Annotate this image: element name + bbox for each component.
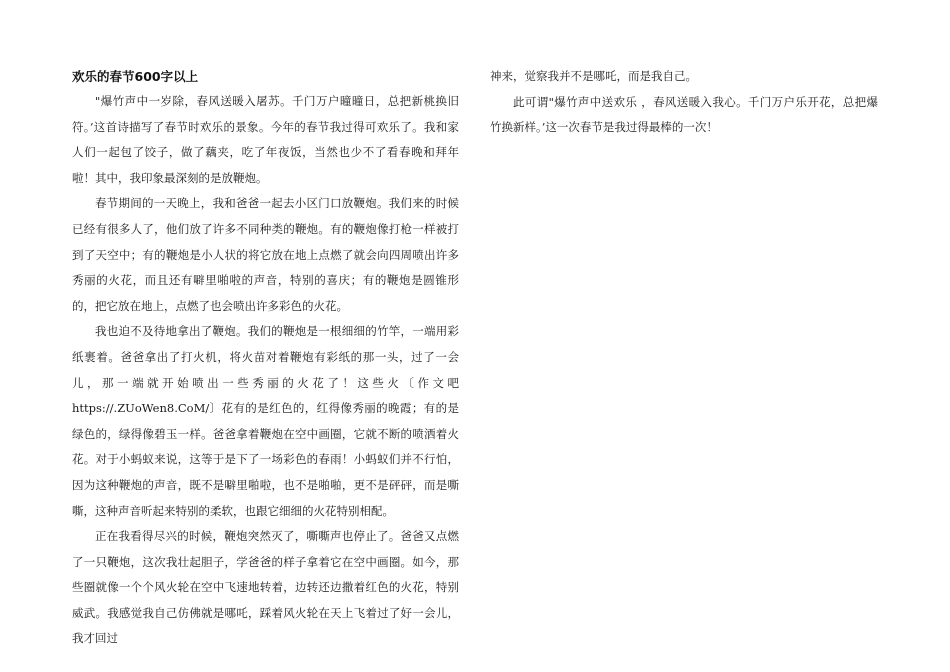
paragraph-1: "爆竹声中一岁除，春风送暖入屠苏。千门万户曈曈日，总把新桃换旧符。’这首诗描写了春节时欢乐的景象。今年的春节我过得可欢乐了。我和家人们一起包了饺子，做了藕夹，吃了年夜饭，当然也少不了看春晚和拜年啦！其中，我印象最深刻的是放鞭炮。 xyxy=(72,94,459,185)
paragraph-2: 春节期间的一天晚上，我和爸爸一起去小区门口放鞭炮。我们来的时候已经有很多人了，他们放了许多不同种类的鞭炮。有的鞭炮像打枪一样被打到了天空中；有的鞭炮是小人状的将它放在地上点燃了就会向四周喷出许多秀丽的火花，而且还有噼里啪啦的声音，特别的喜庆；有的鞭炮是圆锥形的，把它放在地上，点燃了也会喷出许多彩色的火花。 xyxy=(72,196,459,313)
paragraph-4: 正在我看得尽兴的时候，鞭炮突然灭了，嘶嘶声也停止了。爸爸又点燃了一只鞭炮，这次我壮起胆子，学爸爸的样子拿着它在空中画圈。如今，那些圈就像一个个风火轮在空中飞速地转着，边转还边撒着红色的火花，特别威武。我感觉我自己仿佛就是哪吒，踩着风火轮在天上飞着过了好一会儿，我才回过 xyxy=(72,529,459,646)
paragraph-5: 此可谓"爆竹声中送欢乐 ，春风送暖入我心。千门万户乐开花，总把爆竹换新样。’这一次春节是我过得最棒的一次！ xyxy=(490,94,878,135)
article-title: 欢乐的春节600字以上 xyxy=(72,69,199,84)
left-column xyxy=(72,64,459,652)
right-column xyxy=(490,64,878,141)
paragraph-4-continued: 神来，觉察我并不是哪吒，而是我自己。 xyxy=(490,69,697,83)
paragraph-3: 我也迫不及待地拿出了鞭炮。我们的鞭炮是一根细细的竹竿，一端用彩纸裹着。爸爸拿出了打火机，将火苗对着鞭炮有彩纸的那一头，过了一会儿，那一端就开始喷出一些秀丽的火花了！这些火〔作文吧 https://.ZUoWen8.CoM/〕花有的是红色的，红得像秀丽的晚霞；有的是绿色的，绿得像碧玉一样。爸爸拿着鞭炮在空中画圈，它就不断的喷洒着火花。对于小蚂蚁来说，这等于是下了一场彩色的春雨！小蚂蚁们并不行怕，因为这种鞭炮的声音，既不是噼里啪啦，也不是啪啪，更不是砰砰，而是嘶嘶，这种声音听起来特别的柔软，也跟它细细的火花特别相配。 xyxy=(72,324,459,518)
